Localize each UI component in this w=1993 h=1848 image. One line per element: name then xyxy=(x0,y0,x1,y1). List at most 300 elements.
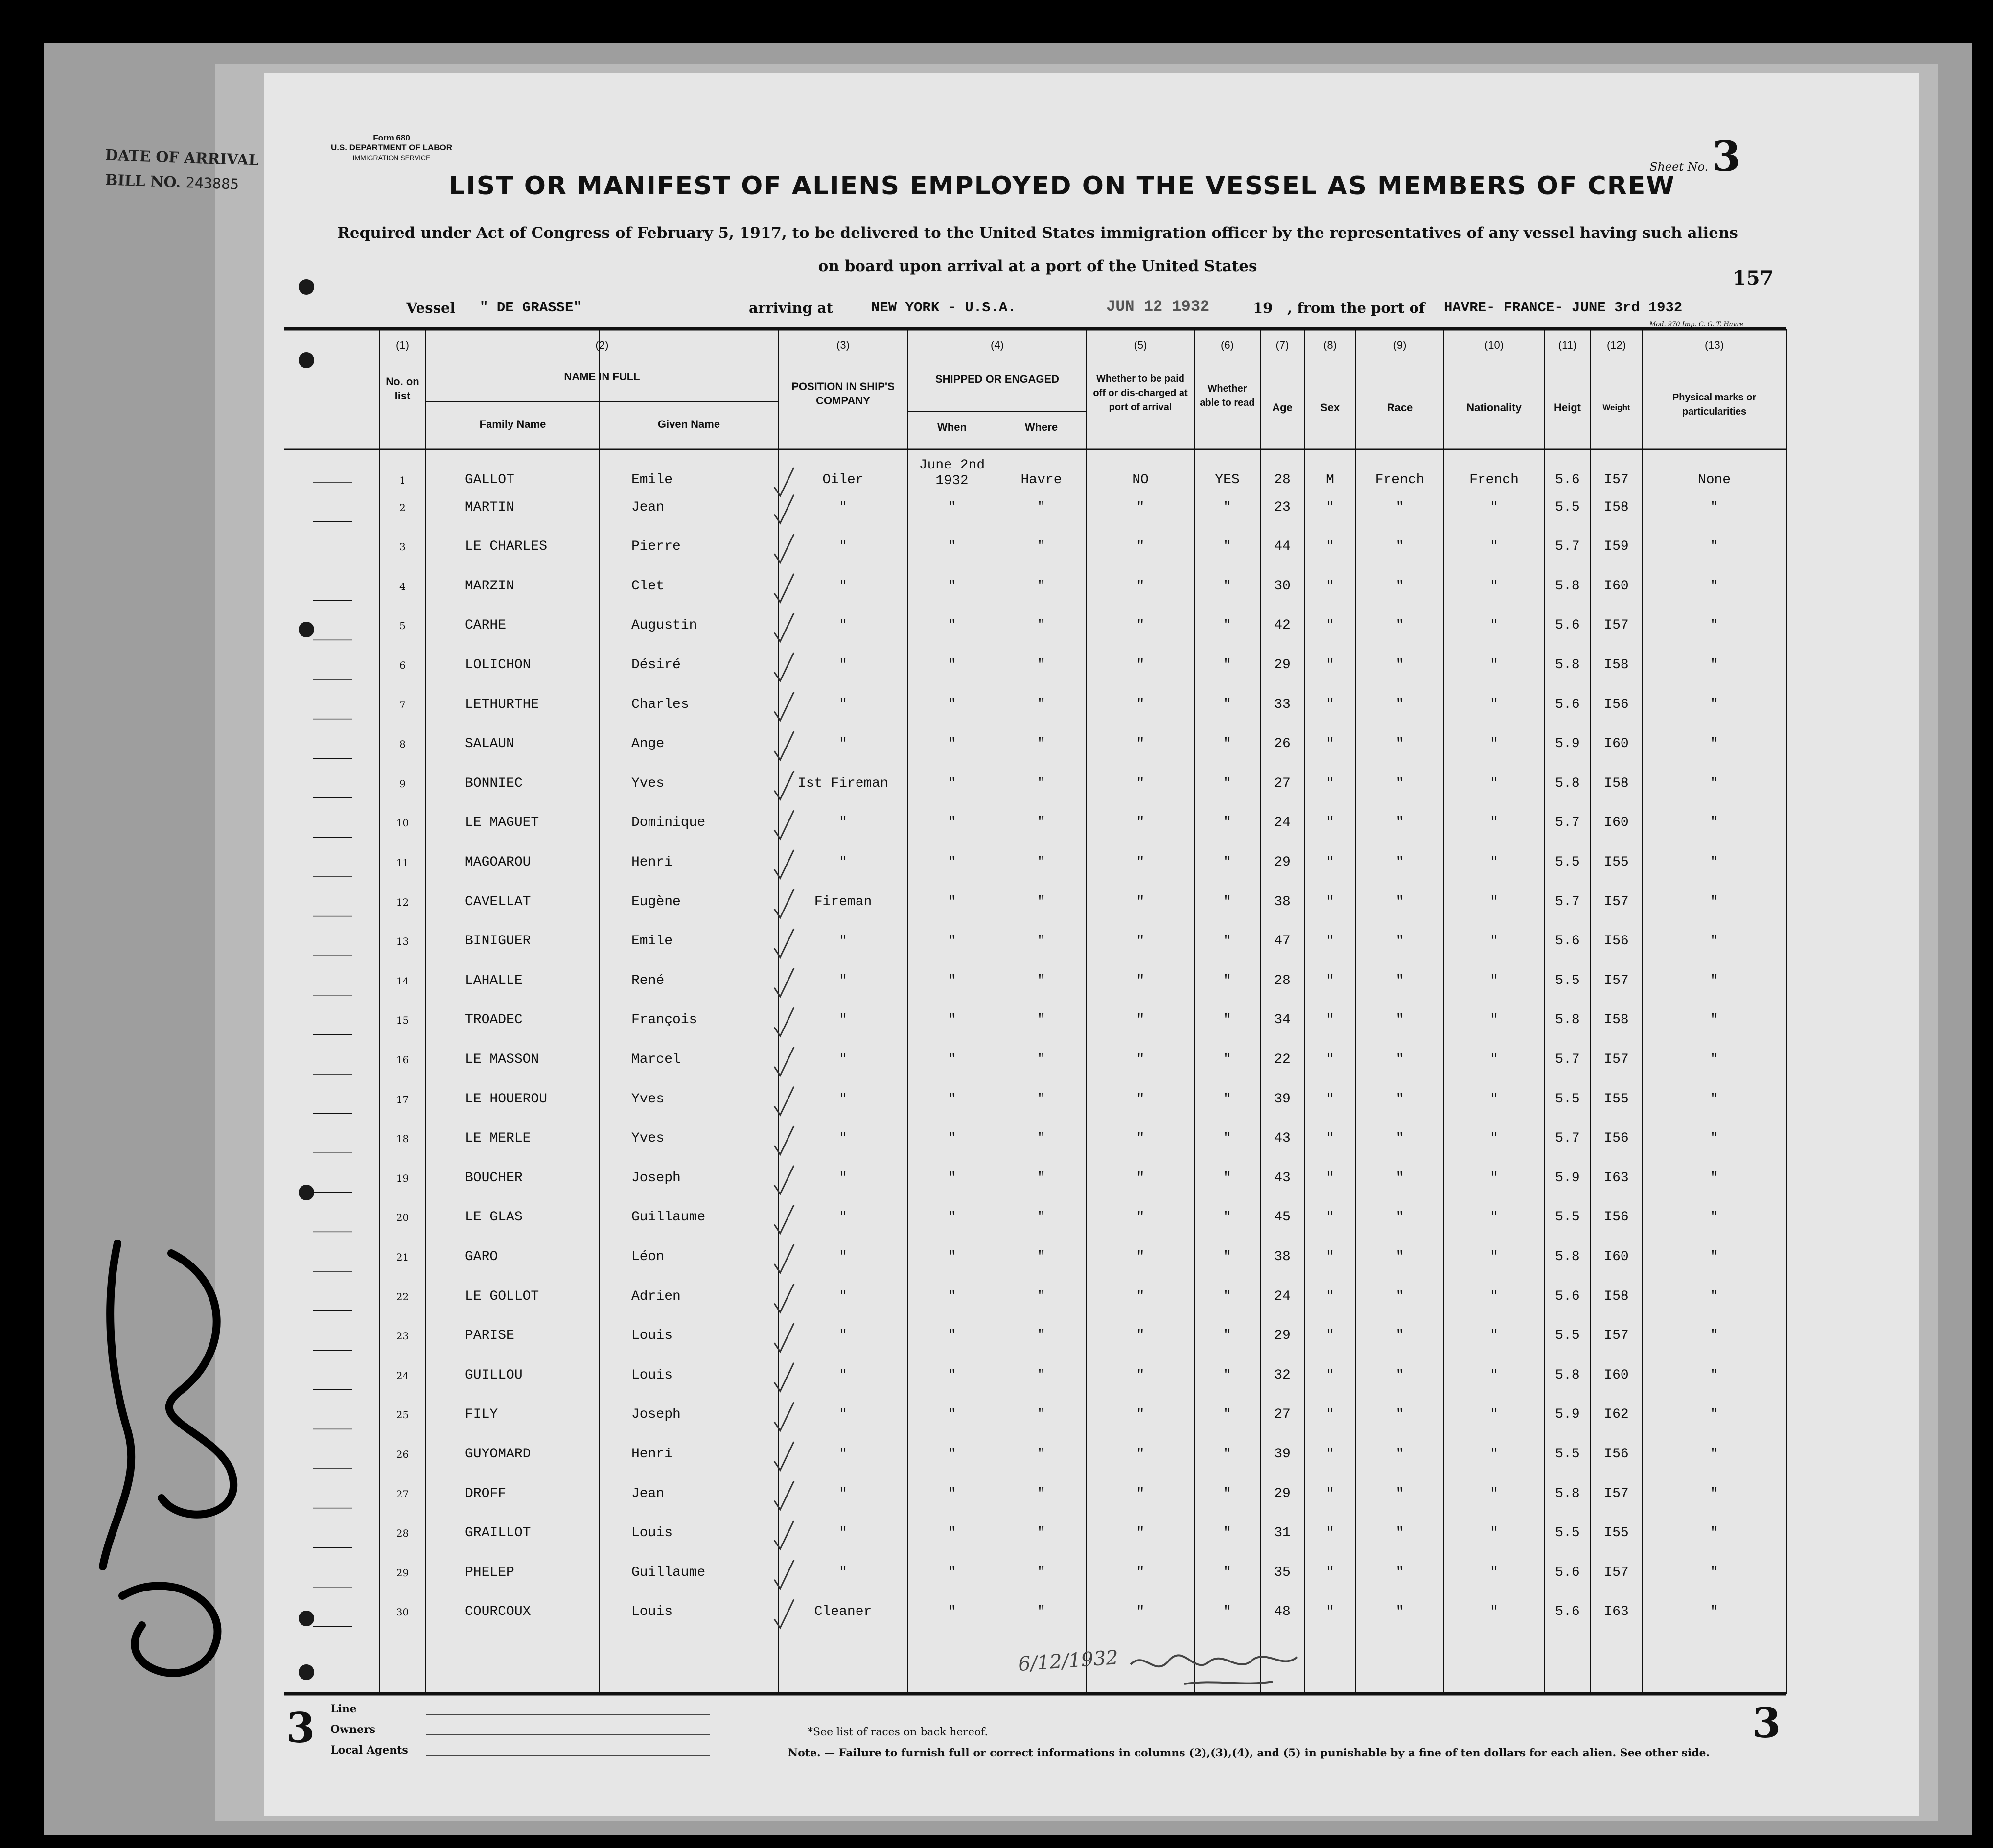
paid-off: " xyxy=(1136,499,1145,515)
able-to-read: " xyxy=(1223,1091,1231,1107)
age: 23 xyxy=(1274,499,1291,515)
age: 29 xyxy=(1274,855,1291,870)
age: 34 xyxy=(1274,1012,1291,1028)
weight: I62 xyxy=(1604,1407,1629,1423)
sex: " xyxy=(1326,1052,1334,1067)
shipped-when: " xyxy=(948,1288,956,1304)
shipped-where: " xyxy=(1037,1367,1045,1383)
shipped-where: " xyxy=(1037,815,1045,831)
race: " xyxy=(1395,1210,1404,1225)
position: Oiler xyxy=(822,472,864,488)
sex: " xyxy=(1326,934,1334,949)
row-number: 8 xyxy=(399,738,406,750)
able-to-read: " xyxy=(1223,1328,1231,1344)
department: U.S. DEPARTMENT OF LABOR xyxy=(330,143,453,152)
family-name: LE MAGUET xyxy=(465,815,539,831)
able-to-read: " xyxy=(1223,539,1231,555)
position: " xyxy=(839,1170,847,1186)
race: " xyxy=(1395,499,1404,515)
row-number: 17 xyxy=(396,1093,409,1105)
position: " xyxy=(839,539,847,555)
family-name: LE MASSON xyxy=(465,1052,539,1067)
nationality: " xyxy=(1490,1328,1498,1344)
shipped-when: " xyxy=(948,578,956,594)
shipped-when: " xyxy=(948,1328,956,1344)
row-number: 29 xyxy=(396,1567,409,1579)
paid-off: " xyxy=(1136,815,1145,831)
footer-agents: Local Agents xyxy=(330,1744,408,1756)
shipped-when: " xyxy=(948,736,956,752)
physical-marks: " xyxy=(1710,775,1718,791)
weight: I58 xyxy=(1604,1288,1629,1304)
height: 5.6 xyxy=(1555,1288,1580,1304)
age: 39 xyxy=(1274,1447,1291,1462)
header-c1: No. on list xyxy=(386,375,419,402)
given-name: Yves xyxy=(631,775,665,791)
row-number: 14 xyxy=(396,975,409,987)
shipped-when: " xyxy=(948,1052,956,1067)
race: " xyxy=(1395,1604,1404,1620)
race: " xyxy=(1395,1249,1404,1264)
race: " xyxy=(1395,1091,1404,1107)
paid-off: " xyxy=(1136,697,1145,712)
height: 5.6 xyxy=(1555,934,1580,949)
shipped-where: " xyxy=(1037,1091,1045,1107)
race: " xyxy=(1395,815,1404,831)
shipped-when: " xyxy=(948,657,956,673)
family-name: GALLOT xyxy=(465,472,514,488)
race: " xyxy=(1395,1131,1404,1146)
age: 30 xyxy=(1274,578,1291,594)
height: 5.7 xyxy=(1555,1052,1580,1067)
nationality: " xyxy=(1490,1288,1498,1304)
nationality: " xyxy=(1490,657,1498,673)
nationality: " xyxy=(1490,1210,1498,1225)
race: " xyxy=(1395,736,1404,752)
height: 5.9 xyxy=(1555,1407,1580,1423)
physical-marks: " xyxy=(1710,1249,1718,1264)
race: " xyxy=(1395,1367,1404,1383)
able-to-read: " xyxy=(1223,855,1231,870)
able-to-read: " xyxy=(1223,499,1231,515)
race: " xyxy=(1395,578,1404,594)
header-c5: Whether to be paid off or dis-charged at port of arrival xyxy=(1093,374,1188,413)
bill-number: 243885 xyxy=(185,174,239,193)
physical-marks: " xyxy=(1710,736,1718,752)
able-to-read: " xyxy=(1223,973,1231,988)
shipped-where: " xyxy=(1037,775,1045,791)
form-number: Form 680 xyxy=(373,133,410,142)
from-label: , from the port of xyxy=(1287,300,1425,316)
shipped-where: " xyxy=(1037,499,1045,515)
sex: " xyxy=(1326,657,1334,673)
position: " xyxy=(839,1565,847,1580)
able-to-read: " xyxy=(1223,657,1231,673)
able-to-read: " xyxy=(1223,1486,1231,1501)
sex: " xyxy=(1326,1604,1334,1620)
sex: " xyxy=(1326,618,1334,633)
age: 27 xyxy=(1274,1407,1291,1423)
family-name: SALAUN xyxy=(465,736,514,752)
sex: " xyxy=(1326,1131,1334,1146)
header-c9: Race xyxy=(1387,401,1413,414)
paid-off: " xyxy=(1136,618,1145,633)
able-to-read: " xyxy=(1223,894,1231,910)
family-name: MARZIN xyxy=(465,578,514,594)
able-to-read: " xyxy=(1223,1367,1231,1383)
position: " xyxy=(839,973,847,988)
family-name: PHELEP xyxy=(465,1565,514,1580)
vessel-name: " DE GRASSE" xyxy=(480,300,582,316)
weight: I57 xyxy=(1604,973,1629,988)
header-c4a: When xyxy=(937,421,967,433)
header-c2: NAME IN FULL xyxy=(564,371,640,383)
paid-off: " xyxy=(1136,1525,1145,1541)
header-c3: POSITION IN SHIP'S COMPANY xyxy=(791,380,895,407)
height: 5.8 xyxy=(1555,1249,1580,1264)
row-number: 13 xyxy=(396,936,409,948)
row-number: 11 xyxy=(396,857,409,868)
age: 39 xyxy=(1274,1091,1291,1107)
nationality: " xyxy=(1490,1367,1498,1383)
able-to-read: " xyxy=(1223,1447,1231,1462)
header-c10-num: (10) xyxy=(1484,339,1504,351)
sex: " xyxy=(1326,973,1334,988)
shipped-when: " xyxy=(948,618,956,633)
position: " xyxy=(839,1210,847,1225)
row-number: 20 xyxy=(396,1212,409,1224)
physical-marks: " xyxy=(1710,1288,1718,1304)
family-name: GRAILLOT xyxy=(465,1525,531,1541)
race: " xyxy=(1395,1447,1404,1462)
age: 42 xyxy=(1274,618,1291,633)
race: " xyxy=(1395,1486,1404,1501)
given-name: Louis xyxy=(631,1525,673,1541)
footer-right-number: 3 xyxy=(1752,1699,1781,1747)
nationality: " xyxy=(1490,499,1498,515)
position: " xyxy=(839,499,847,515)
paid-off: " xyxy=(1136,1288,1145,1304)
subtitle-line-1: Required under Act of Congress of February 5, 1917, to be delivered to the United States immigration officer by the representatives of any vessel having such aliens xyxy=(337,224,1738,242)
height: 5.8 xyxy=(1555,578,1580,594)
sex: " xyxy=(1326,1012,1334,1028)
paid-off: " xyxy=(1136,1486,1145,1501)
age: 44 xyxy=(1274,539,1291,555)
physical-marks: " xyxy=(1710,1170,1718,1186)
family-name: LOLICHON xyxy=(465,657,531,673)
footer-line: Line xyxy=(330,1703,357,1715)
shipped-where: " xyxy=(1037,1012,1045,1028)
nationality: " xyxy=(1490,539,1498,555)
position: " xyxy=(839,1249,847,1264)
position: " xyxy=(839,618,847,633)
shipped-where: " xyxy=(1037,1328,1045,1344)
nationality: " xyxy=(1490,1525,1498,1541)
able-to-read: " xyxy=(1223,1525,1231,1541)
position: " xyxy=(839,736,847,752)
row-number: 15 xyxy=(396,1014,409,1027)
position: Fireman xyxy=(814,894,872,910)
shipped-when: " xyxy=(948,973,956,988)
weight: I57 xyxy=(1604,1328,1629,1344)
weight: I60 xyxy=(1604,736,1629,752)
given-name: René xyxy=(631,973,665,988)
position: " xyxy=(839,1052,847,1067)
able-to-read: " xyxy=(1223,1407,1231,1423)
sex: " xyxy=(1326,539,1334,555)
weight: I60 xyxy=(1604,578,1629,594)
row-number: 26 xyxy=(396,1449,409,1460)
nationality: " xyxy=(1490,618,1498,633)
shipped-when: " xyxy=(948,815,956,831)
sex: " xyxy=(1326,1288,1334,1304)
family-name: LE GOLLOT xyxy=(465,1288,539,1304)
row-number: 5 xyxy=(399,620,406,632)
header-c3-num: (3) xyxy=(836,339,850,351)
physical-marks: " xyxy=(1710,855,1718,870)
race: " xyxy=(1395,934,1404,949)
race: " xyxy=(1395,775,1404,791)
family-name: FILY xyxy=(465,1407,498,1423)
family-name: GARO xyxy=(465,1249,498,1264)
height: 5.8 xyxy=(1555,657,1580,673)
arriving-label: arriving at xyxy=(749,300,833,316)
given-name: Yves xyxy=(631,1131,665,1146)
header-c8-num: (8) xyxy=(1323,339,1337,351)
weight: I57 xyxy=(1604,472,1629,488)
able-to-read: " xyxy=(1223,1604,1231,1620)
physical-marks: " xyxy=(1710,1012,1718,1028)
paid-off: " xyxy=(1136,934,1145,949)
paid-off: " xyxy=(1136,1249,1145,1264)
header-c11: Heigt xyxy=(1554,401,1581,414)
header-c6: Whether able to read xyxy=(1200,383,1255,408)
paid-off: " xyxy=(1136,736,1145,752)
header-c4-num: (4) xyxy=(991,339,1004,351)
shipped-where: " xyxy=(1037,1210,1045,1225)
paid-off: " xyxy=(1136,973,1145,988)
sex: " xyxy=(1326,894,1334,910)
row-number: 25 xyxy=(396,1409,409,1421)
able-to-read: " xyxy=(1223,618,1231,633)
weight: I56 xyxy=(1604,697,1629,712)
header-c2b: Given Name xyxy=(657,418,720,430)
height: 5.6 xyxy=(1555,618,1580,633)
position: " xyxy=(839,815,847,831)
height: 5.7 xyxy=(1555,815,1580,831)
given-name: Marcel xyxy=(631,1052,681,1067)
weight: I56 xyxy=(1604,1447,1629,1462)
paid-off: " xyxy=(1136,578,1145,594)
weight: I58 xyxy=(1604,775,1629,791)
family-name: DROFF xyxy=(465,1486,507,1501)
sex: " xyxy=(1326,1447,1334,1462)
physical-marks: " xyxy=(1710,1052,1718,1067)
header-c13-num: (13) xyxy=(1704,339,1724,351)
family-name: CAVELLAT xyxy=(465,894,531,910)
footer-left-number: 3 xyxy=(286,1704,315,1752)
age: 27 xyxy=(1274,775,1291,791)
position: " xyxy=(839,1447,847,1462)
paid-off: " xyxy=(1136,1367,1145,1383)
position: " xyxy=(839,1288,847,1304)
physical-marks: " xyxy=(1710,1604,1718,1620)
family-name: LE CHARLES xyxy=(465,539,548,555)
shipped-when: June 2nd 1932 xyxy=(919,458,985,489)
header-c2-num: (2) xyxy=(595,339,609,351)
given-name: Joseph xyxy=(631,1407,681,1423)
able-to-read: " xyxy=(1223,578,1231,594)
given-name: Joseph xyxy=(631,1170,681,1186)
given-name: François xyxy=(631,1012,697,1028)
given-name: Eugène xyxy=(631,894,681,910)
race: " xyxy=(1395,1012,1404,1028)
nationality: " xyxy=(1490,855,1498,870)
able-to-read: " xyxy=(1223,1052,1231,1067)
height: 5.8 xyxy=(1555,1012,1580,1028)
paid-off: " xyxy=(1136,1328,1145,1344)
physical-marks: " xyxy=(1710,1447,1718,1462)
sex: " xyxy=(1326,1486,1334,1501)
race: " xyxy=(1395,1170,1404,1186)
able-to-read: " xyxy=(1223,1012,1231,1028)
age: 29 xyxy=(1274,1486,1291,1501)
family-name: MARTIN xyxy=(465,499,514,515)
physical-marks: " xyxy=(1710,1210,1718,1225)
shipped-where: " xyxy=(1037,894,1045,910)
bill-label: BILL NO. xyxy=(105,171,181,191)
height: 5.8 xyxy=(1555,775,1580,791)
shipped-when: " xyxy=(948,1604,956,1620)
header-c8: Sex xyxy=(1320,401,1340,414)
sex: " xyxy=(1326,1170,1334,1186)
header-c4: SHIPPED OR ENGAGED xyxy=(935,373,1060,385)
position: " xyxy=(839,1131,847,1146)
able-to-read: " xyxy=(1223,736,1231,752)
nationality: " xyxy=(1490,1091,1498,1107)
sex: M xyxy=(1326,472,1334,488)
given-name: Guillaume xyxy=(631,1565,706,1580)
weight: I63 xyxy=(1604,1604,1629,1620)
height: 5.9 xyxy=(1555,736,1580,752)
shipped-when: " xyxy=(948,1210,956,1225)
sex: " xyxy=(1326,1367,1334,1383)
physical-marks: " xyxy=(1710,1091,1718,1107)
given-name: Ange xyxy=(631,736,665,752)
given-name: Pierre xyxy=(631,539,681,555)
given-name: Louis xyxy=(631,1604,673,1620)
age: 45 xyxy=(1274,1210,1291,1225)
shipped-when: " xyxy=(948,1407,956,1423)
family-name: TROADEC xyxy=(465,1012,523,1028)
nationality: " xyxy=(1490,697,1498,712)
given-name: Augustin xyxy=(631,618,697,633)
weight: I58 xyxy=(1604,1012,1629,1028)
sex: " xyxy=(1326,736,1334,752)
family-name: BONNIEC xyxy=(465,775,523,791)
height: 5.9 xyxy=(1555,1170,1580,1186)
shipped-when: " xyxy=(948,894,956,910)
shipped-when: " xyxy=(948,1447,956,1462)
shipped-when: " xyxy=(948,1525,956,1541)
given-name: Clet xyxy=(631,578,665,594)
physical-marks: " xyxy=(1710,973,1718,988)
header-c12: Weight xyxy=(1602,403,1630,412)
weight: I56 xyxy=(1604,1210,1629,1225)
shipped-where: " xyxy=(1037,1604,1045,1620)
row-number: 23 xyxy=(396,1330,409,1342)
family-name: GUYOMARD xyxy=(465,1447,531,1462)
position: " xyxy=(839,1525,847,1541)
subtitle-line-2: on board upon arrival at a port of the United States xyxy=(818,257,1257,275)
age: 38 xyxy=(1274,1249,1291,1264)
nationality: " xyxy=(1490,736,1498,752)
physical-marks: " xyxy=(1710,1525,1718,1541)
arriving-port: NEW YORK - U.S.A. xyxy=(871,300,1016,316)
position: " xyxy=(839,1407,847,1423)
shipped-where: " xyxy=(1037,618,1045,633)
able-to-read: " xyxy=(1223,1170,1231,1186)
family-name: LAHALLE xyxy=(465,973,523,988)
age: 24 xyxy=(1274,1288,1291,1304)
height: 5.7 xyxy=(1555,539,1580,555)
sex: " xyxy=(1326,1407,1334,1423)
header-c12-num: (12) xyxy=(1606,339,1626,351)
height: 5.5 xyxy=(1555,1091,1580,1107)
shipped-where: " xyxy=(1037,1525,1045,1541)
row-number: 16 xyxy=(396,1054,409,1066)
physical-marks: " xyxy=(1710,934,1718,949)
shipped-when: " xyxy=(948,1249,956,1264)
able-to-read: " xyxy=(1223,1565,1231,1580)
row-number: 10 xyxy=(396,817,409,829)
nationality: " xyxy=(1490,894,1498,910)
shipped-when: " xyxy=(948,539,956,555)
position: " xyxy=(839,1012,847,1028)
sex: " xyxy=(1326,1091,1334,1107)
header-c11-num: (11) xyxy=(1558,339,1577,351)
given-name: Henri xyxy=(631,1447,673,1462)
row-number: 12 xyxy=(396,896,409,908)
able-to-read: " xyxy=(1223,1249,1231,1264)
paid-off: NO xyxy=(1132,472,1149,488)
weight: I57 xyxy=(1604,1565,1629,1580)
shipped-when: " xyxy=(948,934,956,949)
age: 43 xyxy=(1274,1170,1291,1186)
race: " xyxy=(1395,1565,1404,1580)
age: 38 xyxy=(1274,894,1291,910)
paid-off: " xyxy=(1136,894,1145,910)
weight: I55 xyxy=(1604,855,1629,870)
weight: I60 xyxy=(1604,1249,1629,1264)
paid-off: " xyxy=(1136,1447,1145,1462)
family-name: MAGOAROU xyxy=(465,855,531,870)
paid-off: " xyxy=(1136,1131,1145,1146)
row-number: 21 xyxy=(396,1251,409,1263)
paid-off: " xyxy=(1136,539,1145,555)
race: " xyxy=(1395,697,1404,712)
shipped-when: " xyxy=(948,697,956,712)
shipped-where: " xyxy=(1037,1288,1045,1304)
inspector-annotation: 6/12/1932 xyxy=(1017,1646,1119,1676)
shipped-when: " xyxy=(948,1012,956,1028)
position: " xyxy=(839,657,847,673)
row-number: 4 xyxy=(399,580,406,592)
family-name: BINIGUER xyxy=(465,934,531,949)
family-name: LE GLAS xyxy=(465,1210,523,1225)
given-name: Louis xyxy=(631,1367,673,1383)
paid-off: " xyxy=(1136,1170,1145,1186)
